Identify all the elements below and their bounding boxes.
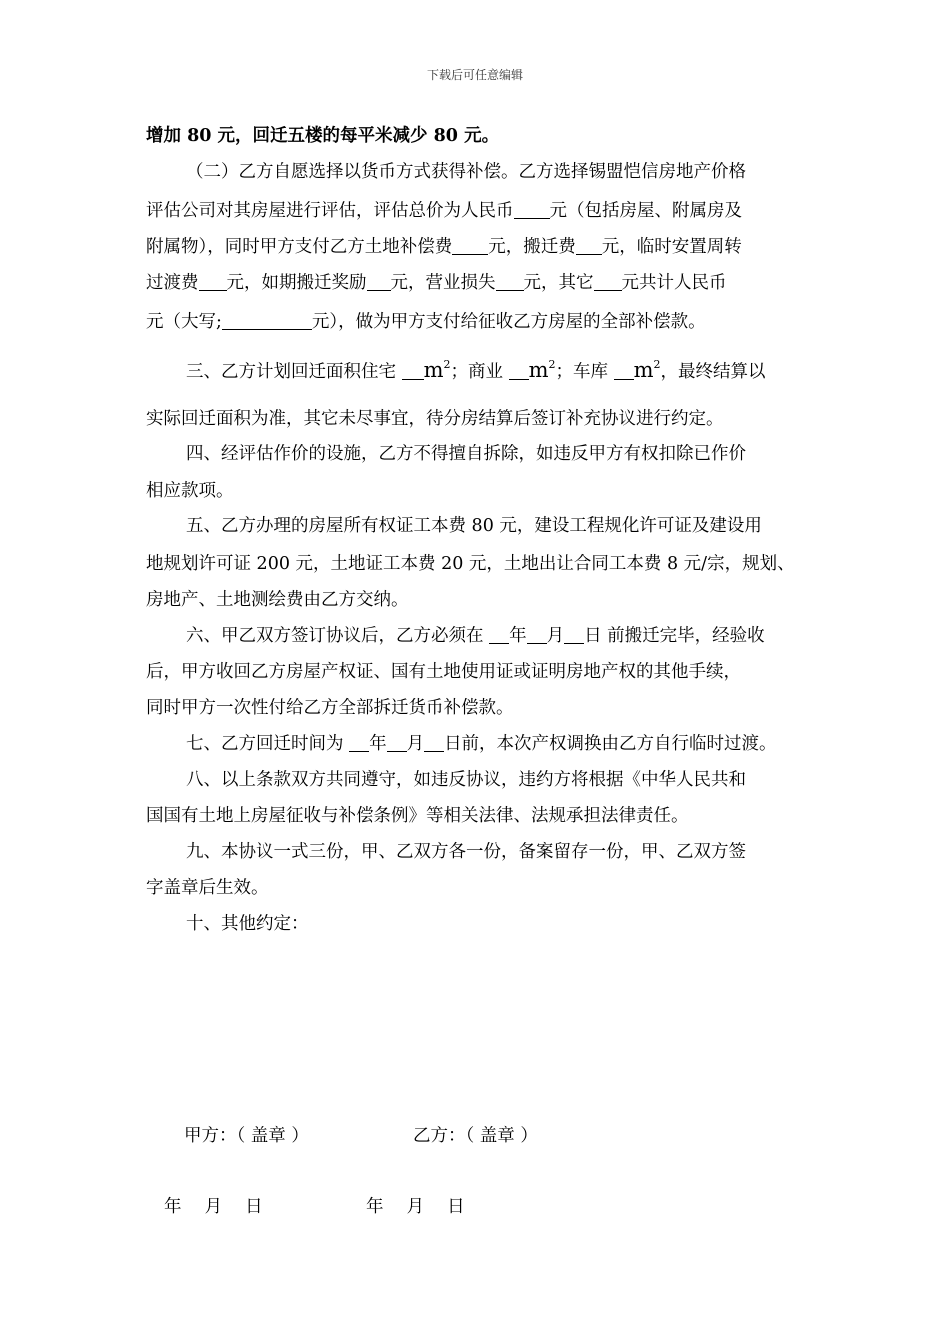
party-a-date: 年 月 日 [164, 1197, 263, 1217]
unit-exponent: 2 [443, 358, 451, 371]
text-segment: 元（包括房屋、附属房及 [549, 201, 742, 221]
text-segment: 过渡费 [146, 273, 199, 293]
text-segment: 元，如期搬迁奖励 [226, 273, 367, 293]
fill-blank[interactable] [387, 733, 407, 752]
paragraph-line: 国国有土地上房屋征收与补偿条例》等相关法律、法规承担法律责任。 [146, 806, 689, 826]
text-segment: 日前，本次产权调换由乙方自行临时过渡。 [444, 734, 777, 754]
unit-exponent: 2 [653, 358, 661, 371]
party-b-seal: 乙方：（ 盖章 ） [413, 1126, 538, 1146]
paragraph-line [186, 733, 777, 755]
text-segment: 三、乙方计划回迁面积住宅 [186, 362, 402, 382]
fill-blank[interactable] [594, 272, 622, 291]
text-segment: 日 前搬迁完毕，经验收 [584, 626, 765, 646]
text-segment: 七、乙方回迁时间为 [186, 734, 350, 754]
text-segment: 元），做为甲方支付给征收乙方房屋的全部补偿款。 [311, 312, 706, 332]
paragraph-line: 九、本协议一式三份，甲、乙双方各一份，备案留存一份，甲、乙双方签 [186, 842, 746, 862]
fill-blank[interactable] [489, 625, 509, 644]
text-segment: 评估公司对其房屋进行评估，评估总价为人民币 [146, 201, 514, 221]
paragraph-line [186, 359, 765, 383]
paragraph-line: 十、其他约定： [186, 914, 309, 934]
paragraph-line: 实际回迁面积为准，其它未尽事宜，待分房结算后签订补充协议进行约定。 [146, 409, 724, 429]
fill-blank[interactable] [367, 272, 391, 291]
text-segment: 元，其它 [523, 273, 594, 293]
fill-blank[interactable] [222, 311, 312, 330]
paragraph-line: 字盖章后生效。 [146, 878, 269, 898]
paragraph-line: 后，甲方收回乙方房屋产权证、国有土地使用证或证明房地产权的其他手续， [146, 662, 741, 682]
unit: m [423, 358, 444, 382]
fill-blank[interactable] [402, 361, 424, 380]
paragraph-line: 五、乙方办理的房屋所有权证工本费 80 元，建设工程规化许可证及建设用 [186, 516, 762, 536]
text-segment: 元，搬迁费 [488, 237, 576, 257]
text-segment: ；车库 [555, 362, 614, 382]
page-header: 下载后可任意编辑 [426, 68, 523, 82]
fill-blank[interactable] [564, 625, 584, 644]
paragraph-line: 相应款项。 [146, 481, 234, 501]
paragraph-line [146, 200, 742, 222]
fill-blank[interactable] [527, 625, 547, 644]
fill-blank[interactable] [509, 361, 529, 380]
fill-blank[interactable] [576, 236, 602, 255]
paragraph-line [146, 272, 727, 294]
paragraph-line: 增加 80 元，回迁五楼的每平米减少 80 元。 [146, 126, 500, 146]
paragraph-line [146, 311, 706, 333]
text-segment: 元共计人民币 [621, 273, 727, 293]
party-b-date: 年 月 日 [366, 1197, 465, 1217]
unit: m [528, 358, 549, 382]
text-segment: 年 [369, 734, 387, 754]
text-segment: 元，营业损失 [390, 273, 496, 293]
fill-blank[interactable] [424, 733, 444, 752]
paragraph-line: （二）乙方自愿选择以货币方式获得补偿。乙方选择锡盟恺信房地产价格 [186, 162, 746, 182]
fill-blank[interactable] [199, 272, 227, 291]
unit: m [633, 358, 654, 382]
text-segment: ，最终结算以 [660, 362, 766, 382]
text-segment: 月 [546, 626, 565, 646]
party-a-seal: 甲方：（ 盖章 ） [184, 1126, 309, 1146]
text-segment: 元（大写; [146, 312, 222, 332]
text-segment: 六、甲乙双方签订协议后，乙方必须在 [186, 626, 490, 646]
paragraph-line: 同时甲方一次性付给乙方全部拆迁货币补偿款。 [146, 698, 514, 718]
fill-blank[interactable] [514, 200, 550, 219]
paragraph-line [186, 625, 765, 647]
paragraph-line: 房地产、土地测绘费由乙方交纳。 [146, 590, 409, 610]
paragraph-line [146, 236, 742, 258]
fill-blank[interactable] [452, 236, 488, 255]
text-segment: ；商业 [450, 362, 509, 382]
paragraph-line: 四、经评估作价的设施，乙方不得擅自拆除，如违反甲方有权扣除已作价 [186, 444, 746, 464]
text-segment: 年 [509, 626, 527, 646]
paragraph-line: 八、以上条款双方共同遵守，如违反协议，违约方将根据《中华人民共和 [186, 770, 746, 790]
unit-exponent: 2 [548, 358, 556, 371]
paragraph-line: 地规划许可证 200 元，土地证工本费 20 元，土地出让合同工本费 8 元/宗，规划、 [146, 554, 795, 574]
fill-blank[interactable] [614, 361, 634, 380]
text-segment: 月 [406, 734, 425, 754]
fill-blank[interactable] [349, 733, 369, 752]
text-segment: 附属物），同时甲方支付乙方土地补偿费 [146, 237, 453, 257]
fill-blank[interactable] [496, 272, 524, 291]
text-segment: 元，临时安置周转 [601, 237, 742, 257]
